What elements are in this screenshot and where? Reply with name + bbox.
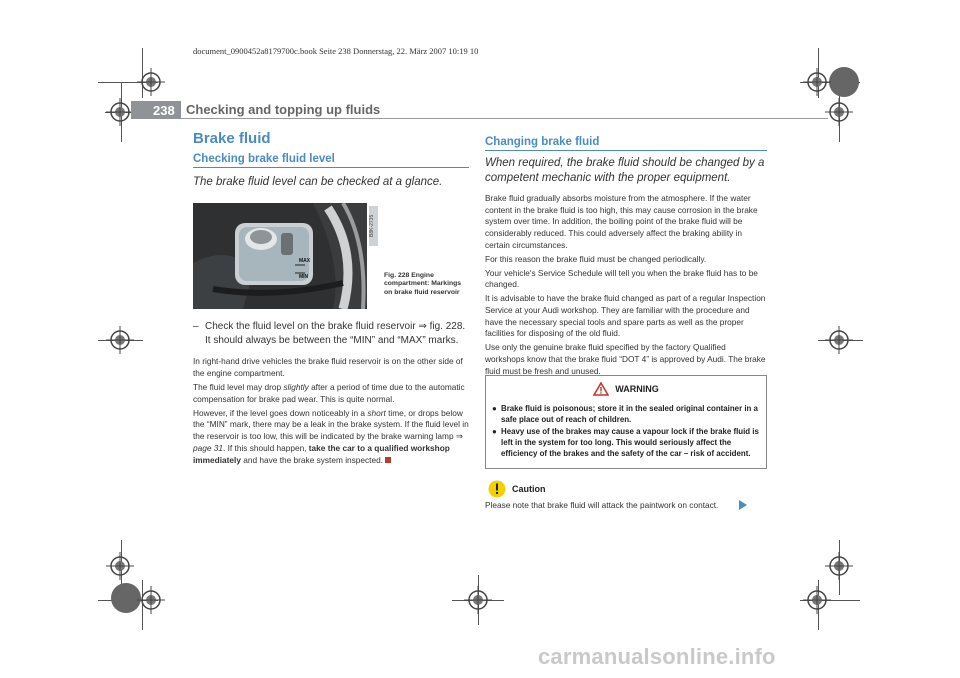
left-column	[193, 130, 469, 190]
file-header: document_0900452a8179700c.book Seite 238 Donnerstag, 22. März 2007 10:19 10	[193, 46, 479, 56]
brake-reservoir-illustration	[193, 203, 367, 309]
left-body	[193, 320, 469, 468]
caution-icon	[488, 480, 506, 498]
step-text: Check the fluid level on the brake fluid reservoir ⇒ fig. 228. It should always be between the “MIN” and “MAX” marks.	[205, 321, 466, 347]
paragraph: Use only the genuine brake fluid specified by the factory Qualified workshops know that the brake fluid “DOT 4” is approved by Audi. The brake fluid must be fresh and unused.	[485, 342, 766, 376]
continue-arrow-icon	[738, 499, 748, 511]
running-title: Checking and topping up fluids	[186, 102, 381, 117]
registration-target-icon	[464, 586, 492, 614]
registration-target-icon	[106, 98, 134, 126]
section-heading: Changing brake fluid	[485, 136, 767, 151]
paragraph: For this reason the brake fluid must be changed periodically.	[485, 253, 707, 264]
watermark: carmanualsonline.info	[538, 644, 776, 669]
figure-code: B8K-2735	[369, 206, 378, 246]
header-rule	[181, 118, 828, 119]
min-marking: MIN	[299, 274, 309, 280]
paragraph: It is advisable to have the brake fluid changed as part of a regular Inspection Service at your Audi workshop. They are familiar with the procedure and have the necessary special tools and spare parts as well as the proper facilities for disposing of the old fluid.	[485, 293, 766, 339]
paragraph: Brake fluid gradually absorbs moisture from the atmosphere. If the water content in the brake fluid is too high, this may cause corrosion in the brake system over time. In addition, the boiling point of the brake fluid will be considerably reduced. This could adversely affect the braking ability in certain circumstances.	[485, 192, 758, 250]
registration-target-icon	[825, 326, 853, 354]
caution-heading: Caution	[512, 484, 546, 494]
registration-target-icon	[803, 586, 831, 614]
step-dash: –	[193, 321, 199, 332]
warning-item: ● Heavy use of the brakes may cause a vapour lock if the brake fluid is left in the system for too long. This would seriously affect the efficiency of the brakes and the safety of the car – risk of accident.	[492, 427, 759, 458]
paragraph: The fluid level may drop slightly after a period of time due to the automatic compensation for brake pad wear. This is quite normal.	[193, 381, 465, 404]
page-number: 238	[131, 101, 181, 119]
page-title: Brake fluid	[193, 130, 271, 147]
registration-target-icon	[137, 68, 165, 96]
paragraph: However, if the level goes down noticeably in a short time, or drops below the “MIN” mark, there may be a leak in the brake system. If the fluid level in the reservoir is too low, this will be indicated by the brake warning lamp ⇒ page 31. If this should happen, take the car to a qualified workshop immediately and have the brake system inspected.	[193, 407, 469, 465]
registration-target-icon	[803, 68, 831, 96]
engine-compartment-figure	[193, 203, 367, 309]
body-text	[193, 356, 469, 466]
section-lead: The brake fluid level can be checked at a glance.	[193, 176, 443, 188]
body-text	[485, 193, 767, 378]
warning-heading: WARNING	[615, 384, 659, 394]
warning-triangle-icon	[593, 382, 609, 396]
warning-box	[485, 375, 767, 469]
end-of-section-icon	[385, 457, 391, 463]
section-lead: When required, the brake fluid should be changed by a competent mechanic with the proper equipment.	[485, 157, 765, 184]
registration-target-icon	[137, 586, 165, 614]
page-reference-link[interactable]: page 31	[193, 442, 223, 453]
paragraph: In right-hand drive vehicles the brake fluid reservoir is on the other side of the engine compartment.	[193, 356, 463, 379]
caution-text: Please note that brake fluid will attack the paintwork on contact.	[485, 500, 719, 510]
registration-target-icon	[825, 98, 853, 126]
max-marking: MAX	[299, 258, 311, 264]
bullet-icon: ●	[492, 427, 497, 437]
section-heading: Checking brake fluid level	[193, 153, 469, 168]
right-column	[485, 130, 767, 380]
figure-caption: Fig. 228 Engine compartment: Markings on brake fluid reservoir	[384, 272, 462, 296]
registration-target-icon	[106, 552, 134, 580]
bullet-icon: ●	[492, 404, 497, 413]
warning-item: ● Brake fluid is poisonous; store it in the sealed original container in a safe place out of reach of children.	[492, 404, 758, 424]
caution-heading-row	[488, 480, 546, 498]
instruction-step	[193, 320, 469, 348]
registration-dot-icon	[829, 67, 859, 97]
registration-target-icon	[825, 552, 853, 580]
paragraph: Your vehicle's Service Schedule will tell you when the brake fluid has to be changed.	[485, 267, 758, 290]
registration-target-icon	[106, 326, 134, 354]
